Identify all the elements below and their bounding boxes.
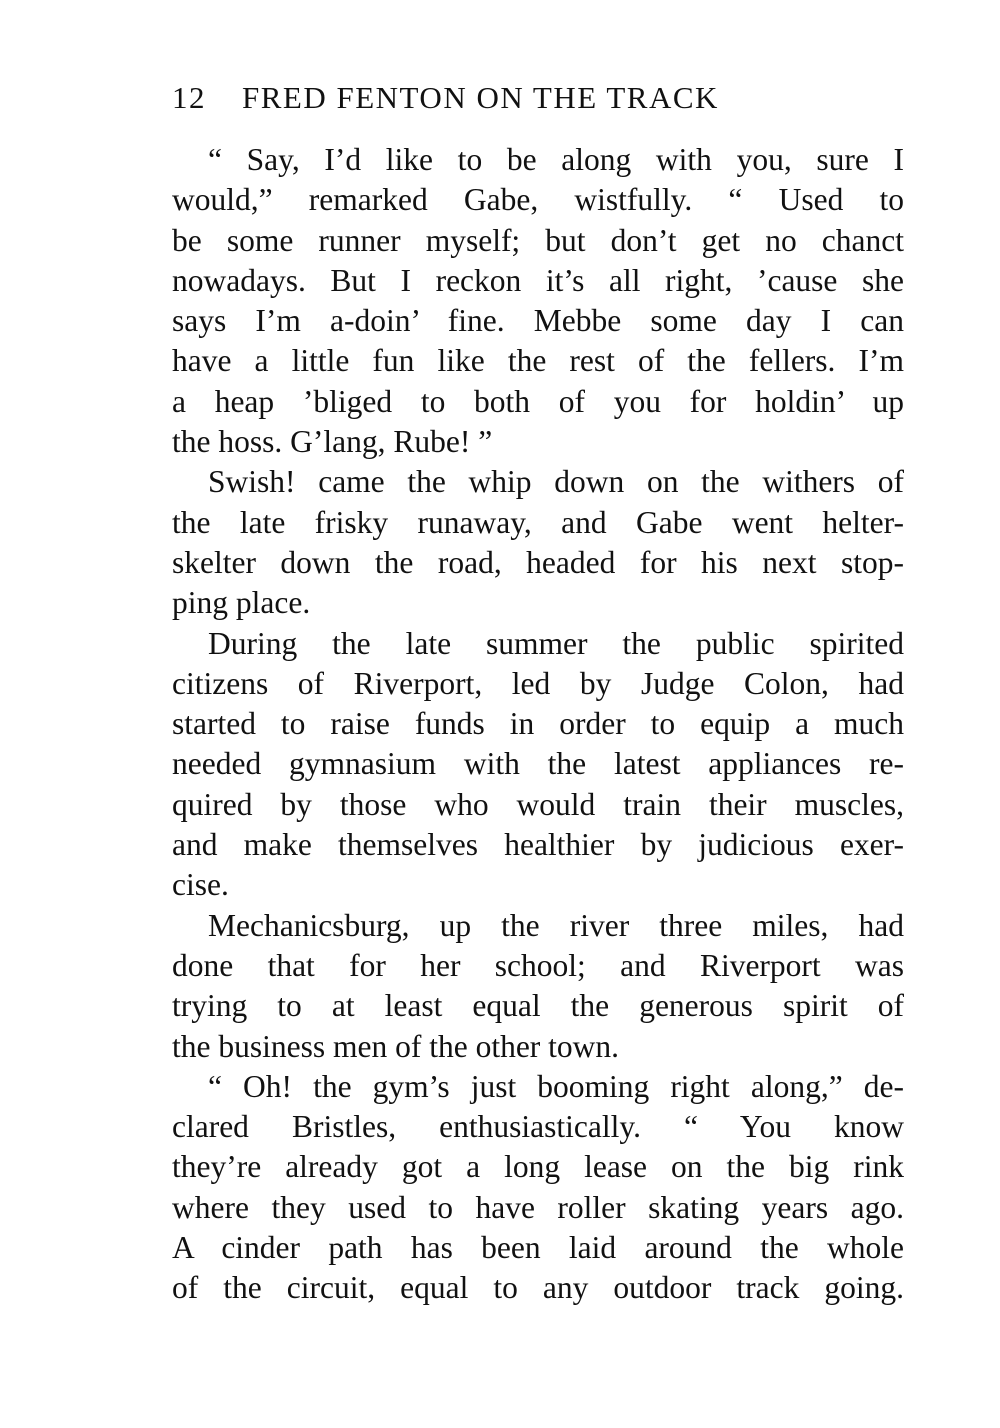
text-line: citizens of Riverport, led by Judge Colon, had <box>172 665 904 701</box>
text-line: be some runner myself; but don’t get no chanct <box>172 222 904 258</box>
text-line: the hoss. G’lang, Rube! ” <box>172 424 493 460</box>
text-line: the late frisky runaway, and Gabe went helter- <box>172 504 904 540</box>
text-line: says I’m a-doin’ fine. Mebbe some day I can <box>172 303 904 339</box>
text-line: and make themselves healthier by judicious exer- <box>172 827 904 863</box>
text-line: Swish! came the whip down on the withers of <box>208 464 904 500</box>
paragraph <box>172 140 904 462</box>
text-line: needed gymnasium with the latest appliances re- <box>172 746 904 782</box>
running-head <box>172 76 862 120</box>
text-line: Mechanicsburg, up the river three miles, had <box>208 907 904 943</box>
text-line: trying to at least equal the generous spirit of <box>172 988 904 1024</box>
body-text <box>172 140 904 1309</box>
text-line: where they used to have roller skating years ago. <box>172 1189 904 1225</box>
text-line: cise. <box>172 867 229 903</box>
paragraph <box>172 462 904 623</box>
text-line: A cinder path has been laid around the whole <box>172 1230 904 1266</box>
page-number: 12 <box>172 80 206 115</box>
text-line: would,” remarked Gabe, wistfully. “ Used to <box>172 182 904 218</box>
text-line: “ Oh! the gym’s just booming right along,” de- <box>208 1068 904 1104</box>
text-line: a heap ’bliged to both of you for holdin’ up <box>172 383 904 419</box>
text-line: skelter down the road, headed for his next stop- <box>172 544 904 580</box>
text-line: of the circuit, equal to any outdoor track going. <box>172 1270 904 1306</box>
text-line: the business men of the other town. <box>172 1028 620 1064</box>
text-line: have a little fun like the rest of the fellers. I’m <box>172 343 904 379</box>
running-title: FRED FENTON ON THE TRACK <box>242 80 719 115</box>
text-line: During the late summer the public spirited <box>208 625 904 661</box>
text-line: quired by those who would train their muscles, <box>172 786 904 822</box>
text-line: “ Say, I’d like to be along with you, sure I <box>208 142 904 177</box>
paragraph <box>172 906 904 1067</box>
paragraph <box>172 1067 904 1309</box>
text-line: clared Bristles, enthusiastically. “ You know <box>172 1109 904 1145</box>
text-line: done that for her school; and Riverport was <box>172 947 904 983</box>
text-line: they’re already got a long lease on the big rink <box>172 1149 904 1185</box>
text-line: ping place. <box>172 585 311 621</box>
text-line: started to raise funds in order to equip a much <box>172 706 904 742</box>
text-line: nowadays. But I reckon it’s all right, ’cause she <box>172 262 904 298</box>
paragraph <box>172 624 904 906</box>
